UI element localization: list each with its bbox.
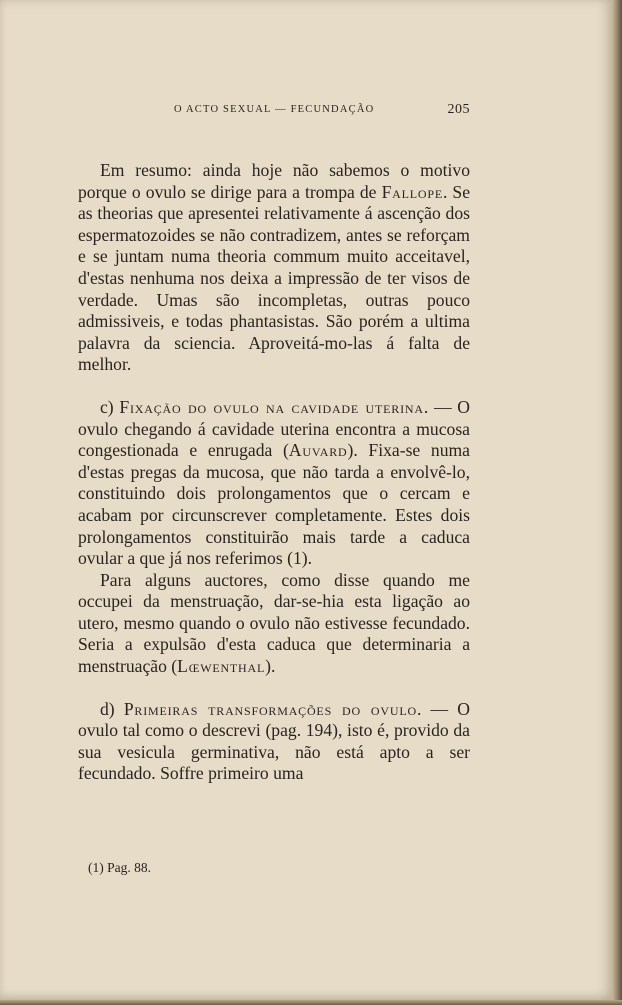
paragraph-auctores [78, 570, 470, 678]
text-run: . Se as theorias que apresentei relativamente á ascenção dos espermatozoides se não contradizem, antes se reforçam e se juntam numa theoria commum muito acceitavel, d'estas nenhuma nos deixa a impressão de ter visos de verdade. Umas são incompletas, outras pouco admissiveis, e todas phantasistas. São porém a ultima palavra da sciencia. Aproveitá-mo-las á falta de melhor. [78, 181, 471, 375]
author-name: Auvard [288, 440, 348, 461]
author-name: Lœwenthal [177, 656, 266, 677]
section-heading: Primeiras transformações do ovulo [123, 698, 417, 719]
text-run: ). [265, 656, 276, 677]
page-edge [612, 0, 622, 1005]
running-head: O ACTO SEXUAL — FECUNDAÇÃO [174, 104, 375, 115]
paragraph-summary [78, 160, 470, 376]
section-marker: d) [100, 698, 124, 719]
page-bottom-edge [0, 1000, 622, 1005]
section-marker: c) [100, 396, 120, 417]
text-run: . — O ovulo tal como o descrevi (pag. 194), isto é, provido da sua vesicula germinativa, não está apto a ser fecundado. Soffre primeiro uma [78, 698, 470, 784]
paragraph-transformacoes [78, 699, 470, 785]
text-run: . — O ovulo chegando á cavidade uterina encontra a mucosa congestionada e enrugada ( [78, 396, 470, 461]
footnote-text: (1) Pag. 88. [88, 860, 151, 875]
body-text [78, 160, 470, 785]
page-number: 205 [447, 102, 470, 117]
text-run: Em resumo: ainda hoje não sabemos o motivo porque o ovulo se dirige para a trompa de [78, 160, 470, 202]
text-run: ). Fixa-se numa d'estas pregas da mucosa, que não tarda a envolvê-lo, constituindo dois prolongamentos que o cercam e acabam por circunscrever completamente. Estes dois prolongamentos constituirão mais tarde a caduca ovular a que já nos referimos (1). [78, 440, 470, 569]
text-run: Para alguns auctores, como disse quando me occupei da menstruação, dar-se-hia esta ligação ao utero, mesmo quando o ovulo não estivesse fecundado. Seria a expulsão d'esta caduca que determinaria a menstruação ( [78, 569, 470, 677]
section-heading: Fixação do ovulo na cavidade uterina [119, 396, 424, 417]
paragraph-fixacao [78, 397, 470, 570]
author-name: Fallope [381, 181, 443, 202]
footnote [78, 860, 470, 876]
